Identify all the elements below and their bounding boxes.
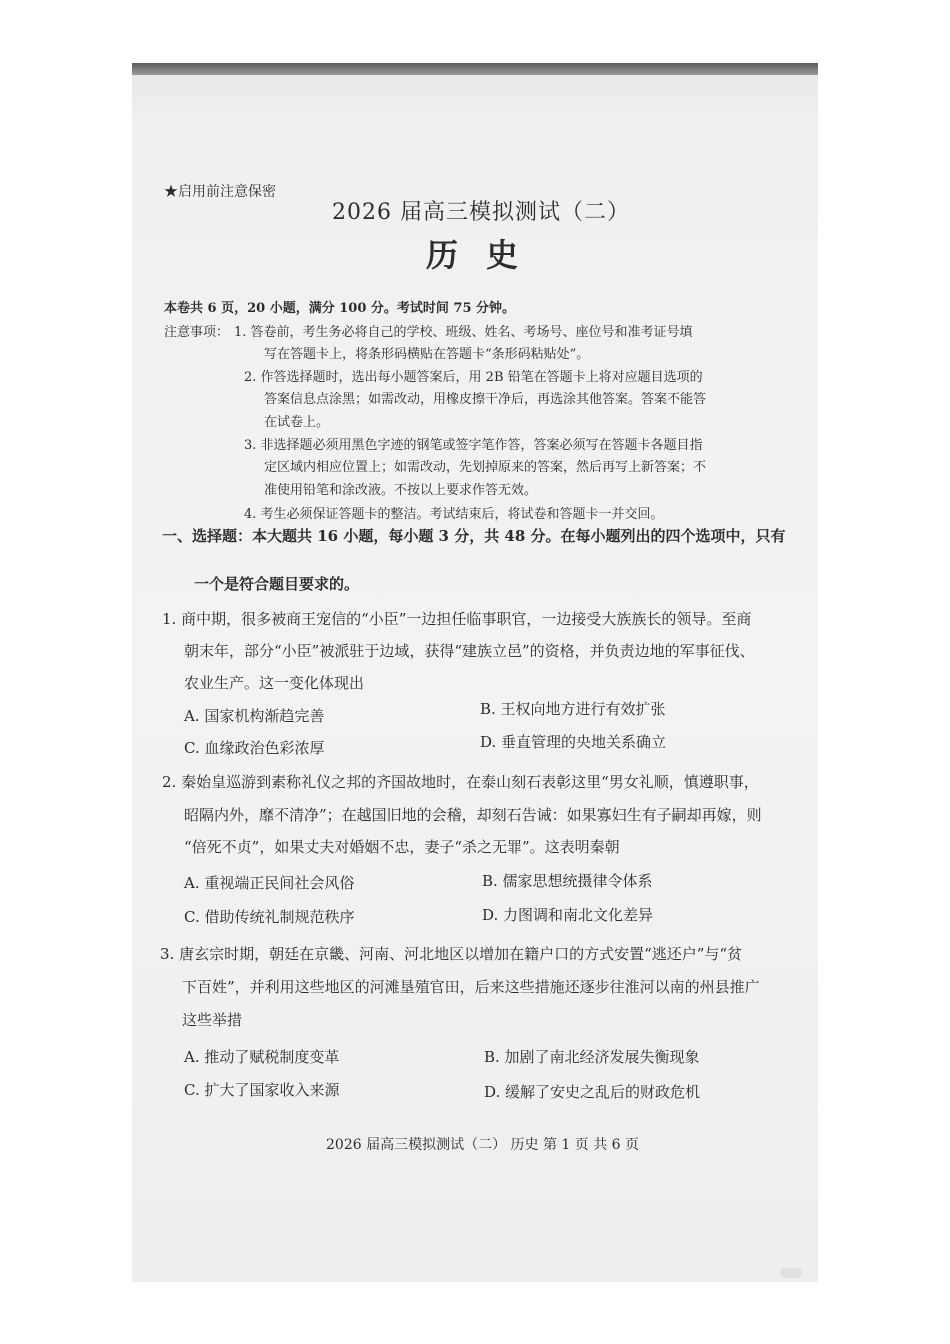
note-line: 写在答题卡上，将条形码横贴在答题卡“条形码粘贴处”。 (264, 347, 590, 362)
exam-info: 本卷共 6 页，20 小题，满分 100 分。考试时间 75 分钟。 (164, 301, 516, 316)
notes-label: 注意事项： (164, 325, 230, 340)
question-3-line: 这些举措 (182, 1011, 243, 1029)
note-line: 定区域内相应位置上；如需改动，先划掉原来的答案，然后再写上新答案；不 (264, 460, 707, 475)
question-1-option-d[interactable]: D. 垂直管理的央地关系确立 (480, 733, 667, 751)
question-3-option-b[interactable]: B. 加剧了南北经济发展失衡现象 (484, 1048, 700, 1066)
note-line: 准使用铅笔和涂改液。不按以上要求作答无效。 (264, 483, 538, 498)
note-line: 3. 非选择题必须用黑色字迹的钢笔或签字笔作答，答案必须写在答题卡各题目指 (244, 438, 703, 453)
question-1-line: 农业生产。这一变化体现出 (184, 674, 365, 692)
question-3-line: 3. 唐玄宗时期，朝廷在京畿、河南、河北地区以增加在籍户口的方式安置“逃还户”与“贫 (160, 945, 743, 963)
section-heading: 一、选择题：本大题共 16 小题，每小题 3 分，共 48 分。在每小题列出的四个选项中，只有 (162, 527, 786, 545)
question-1-line: 朝末年，部分“小臣”被派驻于边域，获得“建族立邑”的资格，并负责边地的军事征伐、 (184, 642, 755, 660)
question-2-line: “倍死不贞”，如果丈夫对婚姻不忠，妻子“杀之无罪”。这表明秦朝 (184, 838, 620, 856)
question-1-line: 1. 商中期，很多被商王宠信的“小臣”一边担任临事职官，一边接受大族族长的领导。至商 (162, 610, 752, 628)
question-3-line: 下百姓”，并利用这些地区的河滩垦殖官田，后来这些措施还逐步往淮河以南的州县推广 (182, 978, 760, 996)
note-line: 4. 考生必须保证答题卡的整洁。考试结束后，将试卷和答题卡一并交回。 (244, 507, 664, 522)
note-line: 1. 答卷前，考生务必将自己的学校、班级、姓名、考场号、座位号和准考证号填 (234, 325, 693, 340)
question-2-option-a[interactable]: A. 重视端正民间社会风俗 (184, 874, 355, 892)
subject-title: 历史 (426, 236, 547, 274)
question-2-line: 2. 秦始皇巡游到素称礼仪之邦的齐国故地时，在泰山刻石表彰这里“男女礼顺，慎遵职事， (162, 773, 759, 791)
note-line: 2. 作答选择题时，选出每小题答案后，用 2B 铅笔在答题卡上将对应题目选项的 (244, 370, 703, 385)
question-1-option-a[interactable]: A. 国家机构渐趋完善 (184, 707, 325, 725)
question-1-option-c[interactable]: C. 血缘政治色彩浓厚 (184, 739, 325, 757)
note-line: 在试卷上。 (264, 415, 330, 430)
question-2-line: 昭隔内外，靡不清净”；在越国旧地的会稽，却刻石告诫：如果寡妇生有子嗣却再嫁，则 (184, 806, 762, 824)
question-2-option-c[interactable]: C. 借助传统礼制规范秩序 (184, 908, 355, 926)
exam-paper (132, 75, 818, 1282)
exam-photo (132, 63, 818, 1282)
page-footer: 2026 届高三模拟测试（二） 历史 第 1 页 共 6 页 (326, 1137, 640, 1153)
question-1-option-b[interactable]: B. 王权向地方进行有效扩张 (480, 700, 666, 718)
note-line: 答案信息点涂黑；如需改动，用橡皮擦干净后，再选涂其他答案。答案不能答 (264, 392, 707, 407)
watermark-icon (780, 1268, 802, 1278)
confidential-note: ★启用前注意保密 (164, 184, 276, 200)
exam-title: 2026 届高三模拟测试（二） (332, 200, 630, 225)
section-heading-cont: 一个是符合题目要求的。 (194, 575, 360, 593)
question-3-option-d[interactable]: D. 缓解了安史之乱后的财政危机 (484, 1083, 701, 1101)
question-2-option-b[interactable]: B. 儒家思想统摄律令体系 (482, 872, 653, 890)
question-3-option-a[interactable]: A. 推动了赋税制度变革 (184, 1048, 340, 1066)
question-2-option-d[interactable]: D. 力图调和南北文化差异 (482, 906, 654, 924)
question-3-option-c[interactable]: C. 扩大了国家收入来源 (184, 1081, 340, 1099)
